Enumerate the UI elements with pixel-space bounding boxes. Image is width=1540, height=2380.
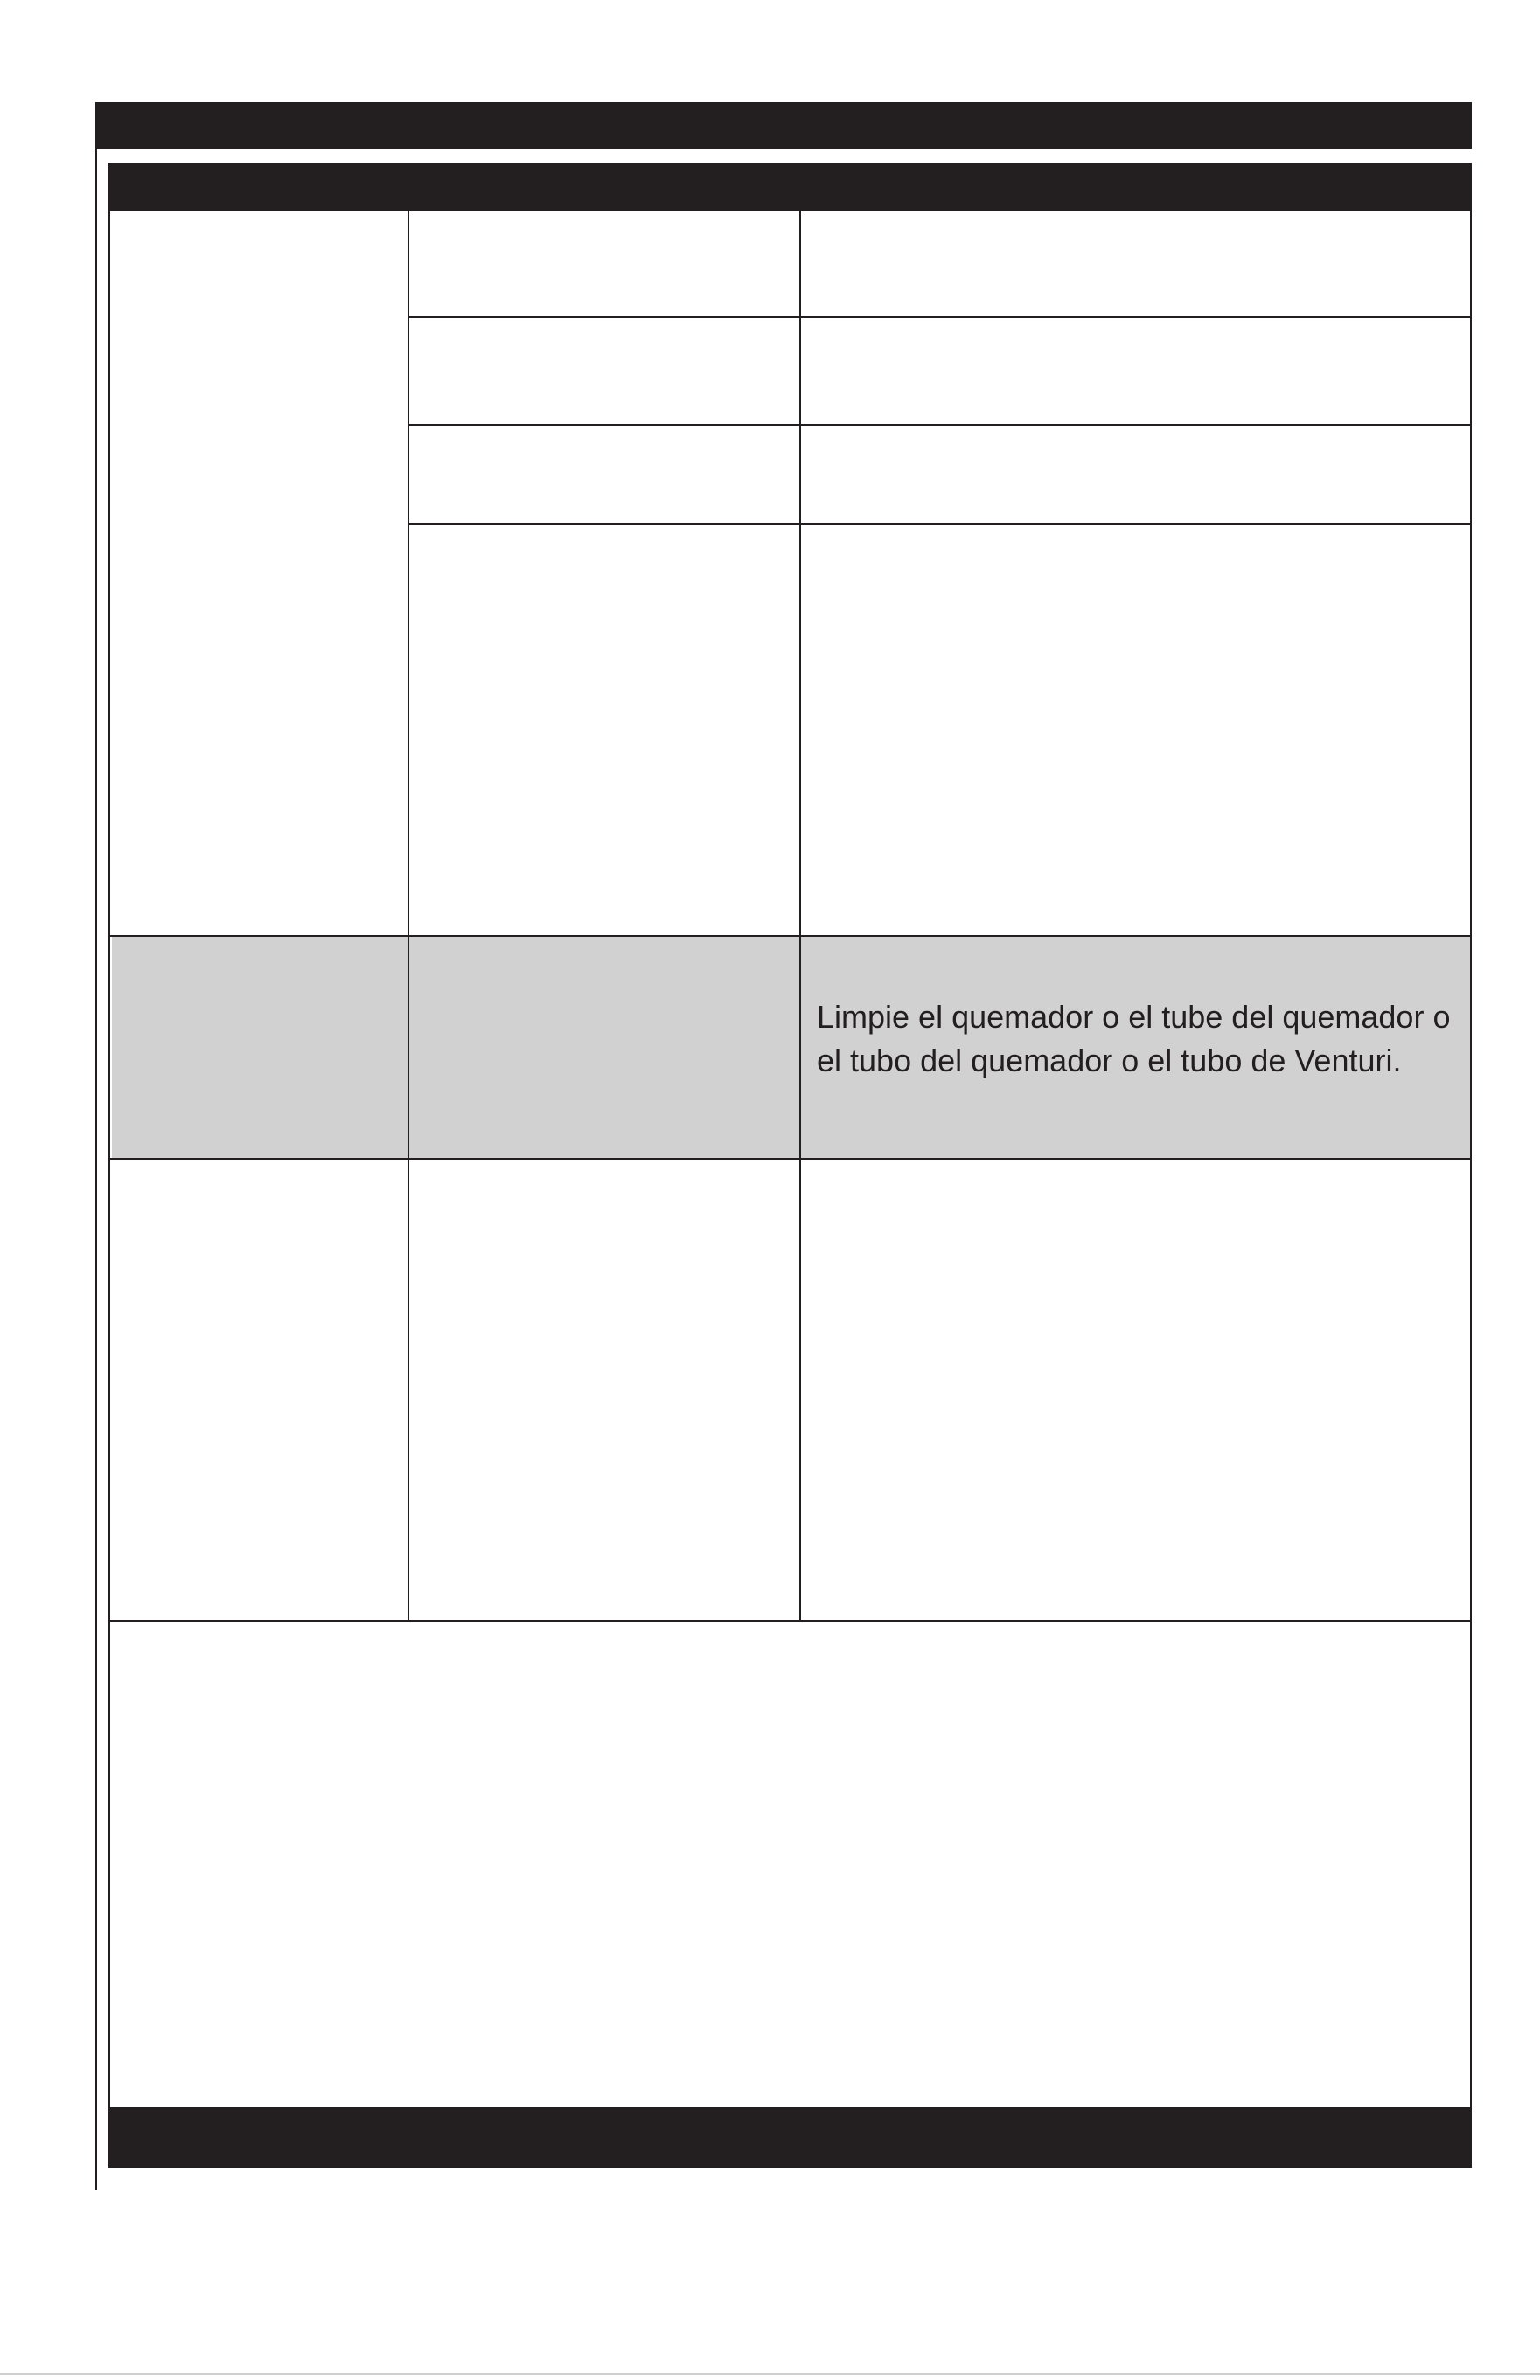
column-divider-cause-remedy (799, 937, 801, 1158)
remedy-cell (801, 211, 1470, 316)
remedy-text-clean-burner: Limpie el quemador o el tube del quemador o el tubo del quemador o el tubo de Venturi. (817, 999, 1451, 1078)
remedy-cell (801, 1160, 1470, 1620)
remedy-cell (801, 318, 1470, 424)
remedy-cell (801, 525, 1470, 935)
page-margin-rule (95, 149, 97, 2190)
cause-cell (409, 525, 799, 935)
cause-cell (409, 426, 799, 523)
cause-cell (409, 211, 799, 316)
scan-edge-line (0, 2373, 1540, 2375)
table-header-band (108, 163, 1472, 211)
problem-cell (112, 937, 408, 1158)
problem-cell (110, 211, 408, 935)
problem-cell (110, 1160, 408, 1620)
cause-cell (409, 1160, 799, 1620)
notes-area (110, 1620, 1470, 2107)
remedy-cell (801, 426, 1470, 523)
cause-cell (409, 937, 799, 1158)
page-header-bar (95, 102, 1472, 149)
table-footer-band (108, 2107, 1472, 2168)
cause-cell (409, 318, 799, 424)
